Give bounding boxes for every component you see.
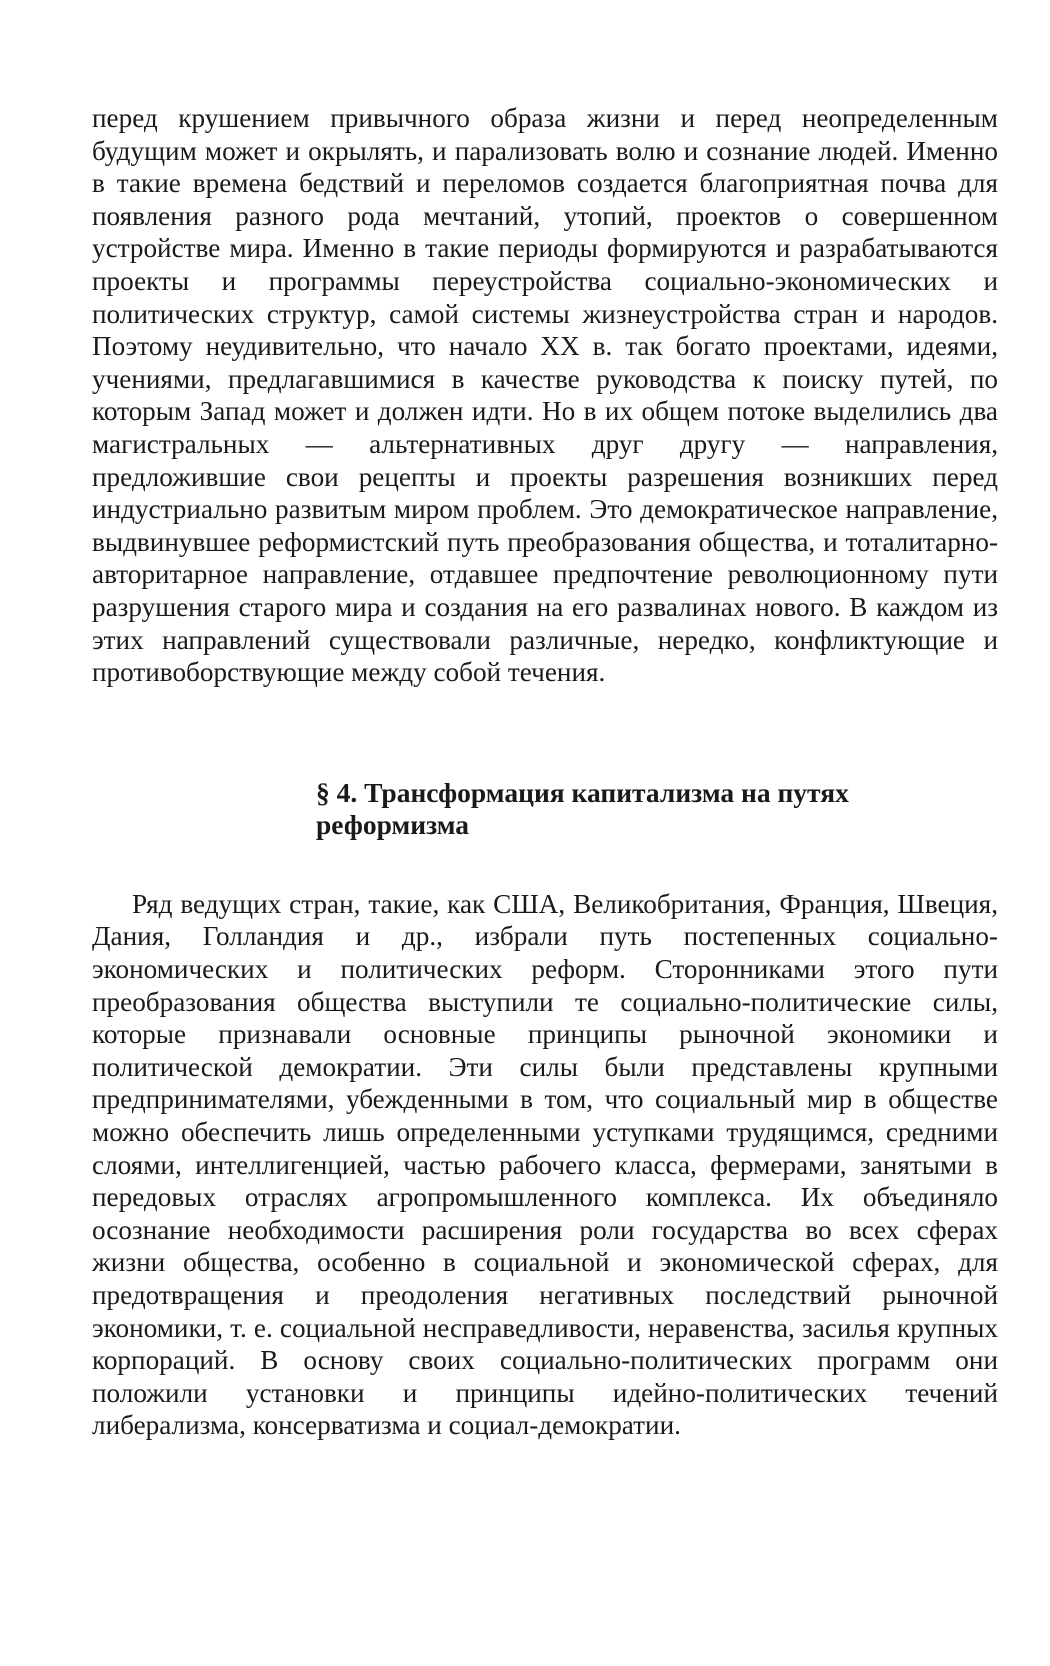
section-heading: § 4. Трансформация капитализма на путях реформизма (316, 776, 849, 841)
body-paragraph-2: Ряд ведущих стран, такие, как США, Великобритания, Франция, Швеция, Дания, Голландия и др., избрали путь постепенных социально-экономических и политических реформ. Сторонниками этого пути преобразования общества выступили те социально-политические силы, которые признавали основные принципы рыночной экономики и политической демократии. Эти силы были представлены крупными предпринимателями, убежденными в том, что социальный мир в обществе можно обеспечить лишь определенными уступками трудящимся, средними слоями, интеллигенцией, частью рабочего класса, фермерами, занятыми в передовых отраслях агропромышленного комплекса. Их объединяло осознание необходимости расширения роли государства во всех сферах жизни общества, особенно в социальной и экономической сферах, для предотвращения и преодоления негативных последствий рыночной экономики, т. е. социальной несправедливости, неравенства, засилья крупных корпораций. В основу своих социально-политических программ они положили установки и принципы идейно-политических течений либерализма, консерватизма и социал-демократии. (92, 888, 998, 1441)
heading-spacer (92, 842, 998, 888)
body-paragraph-1: перед крушением привычного образа жизни и перед неопределенным будущим может и окрылять, и парализовать волю и сознание людей. Именно в такие времена бедствий и переломов создается благоприятная почва для появления разного рода мечтаний, утопий, проектов о совершенном устройстве мира. Именно в такие периоды формируются и разрабатываются проекты и программы переустройства социально-экономических и политических структур, самой системы жизнеустройства стран и народов. Поэтому неудивительно, что начало XX в. так богато проектами, идеями, учениями, предлагавшимися в качестве руководства к поиску путей, по которым Запад может и должен идти. Но в их общем потоке выделились два магистральных — альтернативных друг другу — направления, предложившие свои рецепты и проекты разрешения возникших перед индустриально развитым миром проблем. Это демократическое направление, выдвинувшее реформистский путь преобразования общества, и тоталитарно-авторитарное направление, отдавшее предпочтение революционному пути разрушения старого мира и создания на его развалинах нового. В каждом из этих направлений существовали различные, нередко, конфликтующие и противоборствующие между собой течения. (92, 103, 998, 688)
document-page (92, 102, 998, 1442)
